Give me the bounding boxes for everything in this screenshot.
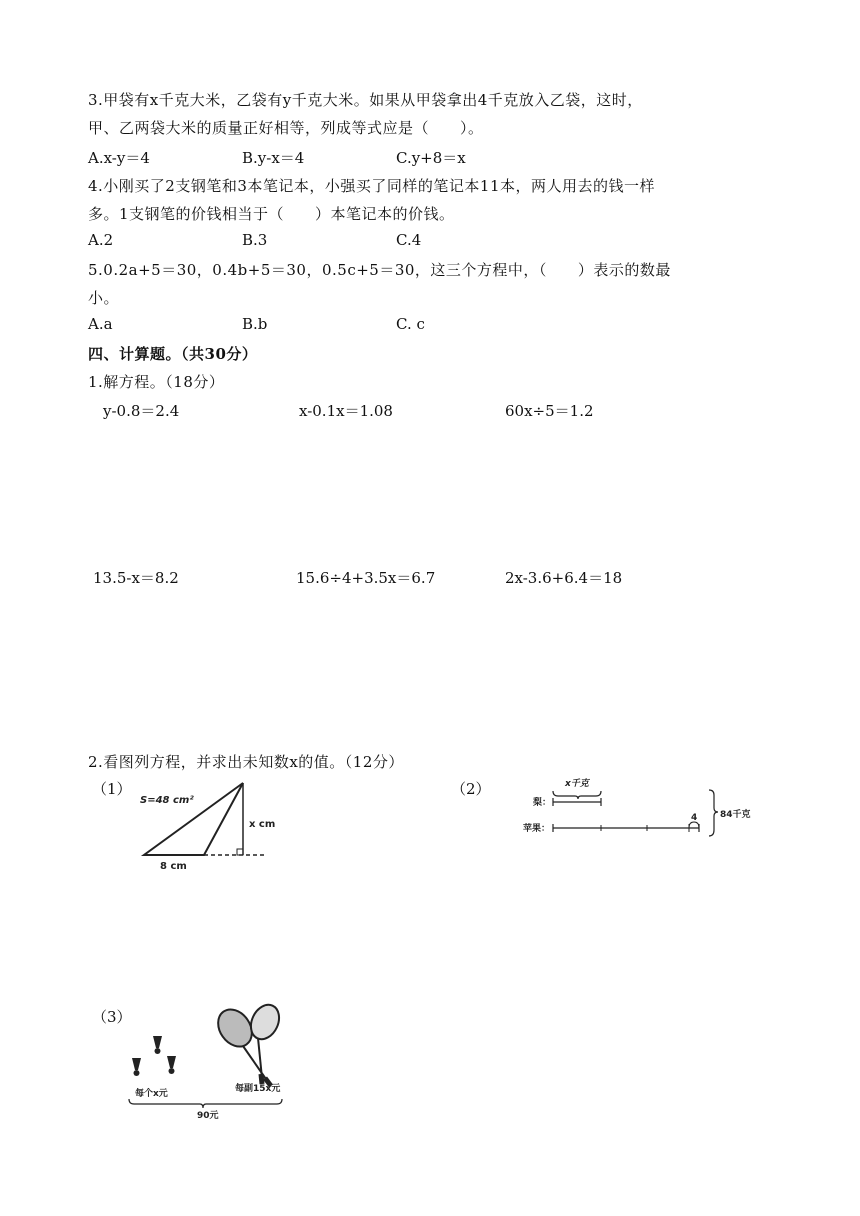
fig1-base-label: 8 cm: [160, 861, 187, 872]
q3-line2: 甲、乙两袋大米的质量正好相等，列成等式应是（ ）。: [88, 119, 484, 137]
equation-1: y-0.8＝2.4: [103, 402, 180, 420]
q5-line1: 5.0.2a+5＝30，0.4b+5＝30，0.5c+5＝30，这三个方程中，（ ）表示的数最: [88, 261, 671, 279]
q4-line1: 4.小刚买了2支钢笔和3本笔记本，小强买了同样的笔记本11本，两人用去的钱一样: [88, 177, 655, 195]
equation-5: 15.6÷4+3.5x＝6.7: [296, 569, 436, 587]
sub1-title: 1.解方程。（18分）: [88, 373, 225, 391]
sub2-title: 2.看图列方程，并求出未知数x的值。（12分）: [88, 753, 404, 771]
q4-option-a: A.2: [88, 231, 114, 249]
fig2-total-label: 84千克: [720, 810, 751, 820]
fig2-label: （2）: [451, 780, 491, 798]
racket-icon: [246, 1000, 285, 1084]
equation-4: 13.5-x＝8.2: [93, 569, 179, 587]
fruit-bar-figure: [505, 772, 765, 842]
fig2-apple-label: 苹果：: [523, 824, 551, 834]
q4-option-b: B.3: [242, 231, 268, 249]
fig2-pear-label: 梨：: [533, 798, 552, 808]
q5-option-a: A.a: [88, 315, 113, 333]
q4-line2: 多。1支钢笔的价钱相当于（ ）本笔记本的价钱。: [88, 205, 455, 223]
fig1-height-label: x cm: [249, 819, 276, 830]
q5-line2: 小。: [88, 289, 120, 307]
shuttlecock-icon: [167, 1056, 176, 1074]
q3-option-c: C.y+8＝x: [396, 149, 466, 167]
badminton-figure: [125, 998, 295, 1123]
fig2-extra-label: 4: [691, 813, 698, 823]
triangle-figure: [130, 775, 280, 875]
q5-option-c: C. c: [396, 315, 425, 333]
q5-option-b: B.b: [242, 315, 268, 333]
fig1-area-label: S=48 cm²: [140, 795, 194, 806]
q3-line1: 3.甲袋有x千克大米，乙袋有y千克大米。如果从甲袋拿出4千克放入乙袋，这时，: [88, 91, 643, 109]
fig3-racket-price: 每副15x元: [235, 1084, 281, 1094]
q3-option-b: B.y-x＝4: [242, 149, 305, 167]
equation-2: x-0.1x＝1.08: [299, 402, 393, 420]
fig1-label: （1）: [92, 780, 132, 798]
fig3-total-label: 90元: [197, 1111, 219, 1121]
equation-6: 2x-3.6+6.4＝18: [505, 569, 623, 587]
q4-option-c: C.4: [396, 231, 422, 249]
shuttlecock-icon: [132, 1058, 141, 1076]
fig3-shuttle-price: 每个x元: [135, 1089, 168, 1099]
fig2-pear-weight-label: x千克: [565, 779, 589, 789]
shuttlecock-icon: [153, 1036, 162, 1054]
fig3-label: （3）: [92, 1008, 132, 1026]
q3-option-a: A.x-y＝4: [88, 149, 150, 167]
equation-3: 60x÷5＝1.2: [505, 402, 594, 420]
section-title: 四、计算题。（共30分）: [88, 345, 258, 363]
